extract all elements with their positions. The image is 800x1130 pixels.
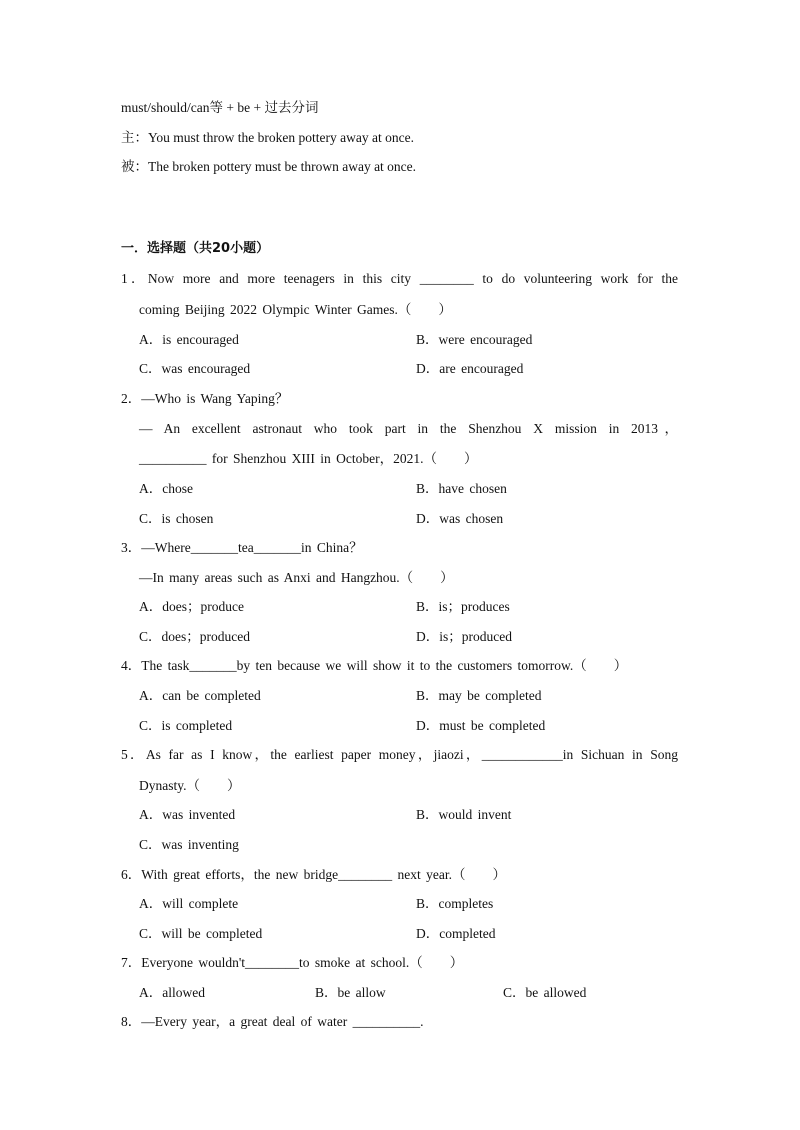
- question-1-line-1: 1．Now more and more teenagers in this city ________ to do volunteering work for the: [121, 271, 678, 286]
- question-2-option-a: A．chose: [139, 481, 193, 496]
- question-1-option-b: B．were encouraged: [416, 332, 533, 347]
- question-4-option-b: B．may be completed: [416, 688, 542, 703]
- question-5-option-b: B．would invent: [416, 807, 512, 822]
- question-2-option-c: C．is chosen: [139, 511, 214, 526]
- passive-example: 被：The broken pottery must be thrown away at once.: [121, 159, 417, 174]
- question-6-option-a: A．will complete: [139, 896, 239, 911]
- question-1-option-d: D．are encouraged: [416, 361, 524, 376]
- question-1-option-a: A．is encouraged: [139, 332, 239, 347]
- question-5-option-a: A．was invented: [139, 807, 236, 822]
- question-2-option-d: D．was chosen: [416, 511, 504, 526]
- question-2-line-3: __________ for Shenzhou XIII in October，2021.（ ）: [139, 451, 478, 466]
- question-1-option-c: C．was encouraged: [139, 361, 251, 376]
- question-2-line-1: 2．—Who is Wang Yaping？: [121, 391, 289, 406]
- question-4-option-d: D．must be completed: [416, 718, 546, 733]
- question-3-option-d: D．is；produced: [416, 629, 512, 644]
- question-3-option-c: C．does；produced: [139, 629, 250, 644]
- question-7-option-b: B．be allow: [315, 985, 386, 1000]
- question-8-line-1: 8．—Every year，a great deal of water __________.: [121, 1014, 424, 1029]
- question-6-line-1: 6．With great efforts，the new bridge________ next year.（ ）: [121, 867, 506, 882]
- question-7-line-1: 7．Everyone wouldn't________to smoke at school.（ ）: [121, 955, 464, 970]
- question-6-option-b: B．completes: [416, 896, 494, 911]
- question-2-line-2: — An excellent astronaut who took part in the Shenzhou X mission in 2013，: [139, 421, 678, 436]
- question-6-option-c: C．will be completed: [139, 926, 263, 941]
- question-3-line-1: 3．—Where_______tea_______in China？: [121, 540, 363, 555]
- active-example: 主：You must throw the broken pottery away at once.: [121, 130, 414, 145]
- question-3-line-2: —In many areas such as Anxi and Hangzhou.（ ）: [139, 570, 454, 585]
- question-3-option-a: A．does；produce: [139, 599, 244, 614]
- question-5-line-1: 5．As far as I know，the earliest paper money，jiaozi，____________in Sichuan in Song: [121, 747, 678, 762]
- question-2-option-b: B．have chosen: [416, 481, 507, 496]
- question-5-line-2: Dynasty.（ ）: [139, 778, 241, 793]
- question-6-option-d: D．completed: [416, 926, 496, 941]
- question-7-option-c: C．be allowed: [503, 985, 587, 1000]
- passive-rule: must/should/can等 + be + 过去分词: [121, 100, 319, 115]
- question-1-line-2: coming Beijing 2022 Olympic Winter Games.（ ）: [139, 302, 452, 317]
- question-3-option-b: B．is；produces: [416, 599, 510, 614]
- question-4-option-a: A．can be completed: [139, 688, 261, 703]
- question-7-option-a: A．allowed: [139, 985, 205, 1000]
- question-4-option-c: C．is completed: [139, 718, 233, 733]
- question-5-option-c: C．was inventing: [139, 837, 239, 852]
- question-4-line-1: 4．The task_______by ten because we will show it to the customers tomorrow.（ ）: [121, 658, 628, 673]
- section-title: 一．选择题（共20小题）: [121, 241, 270, 256]
